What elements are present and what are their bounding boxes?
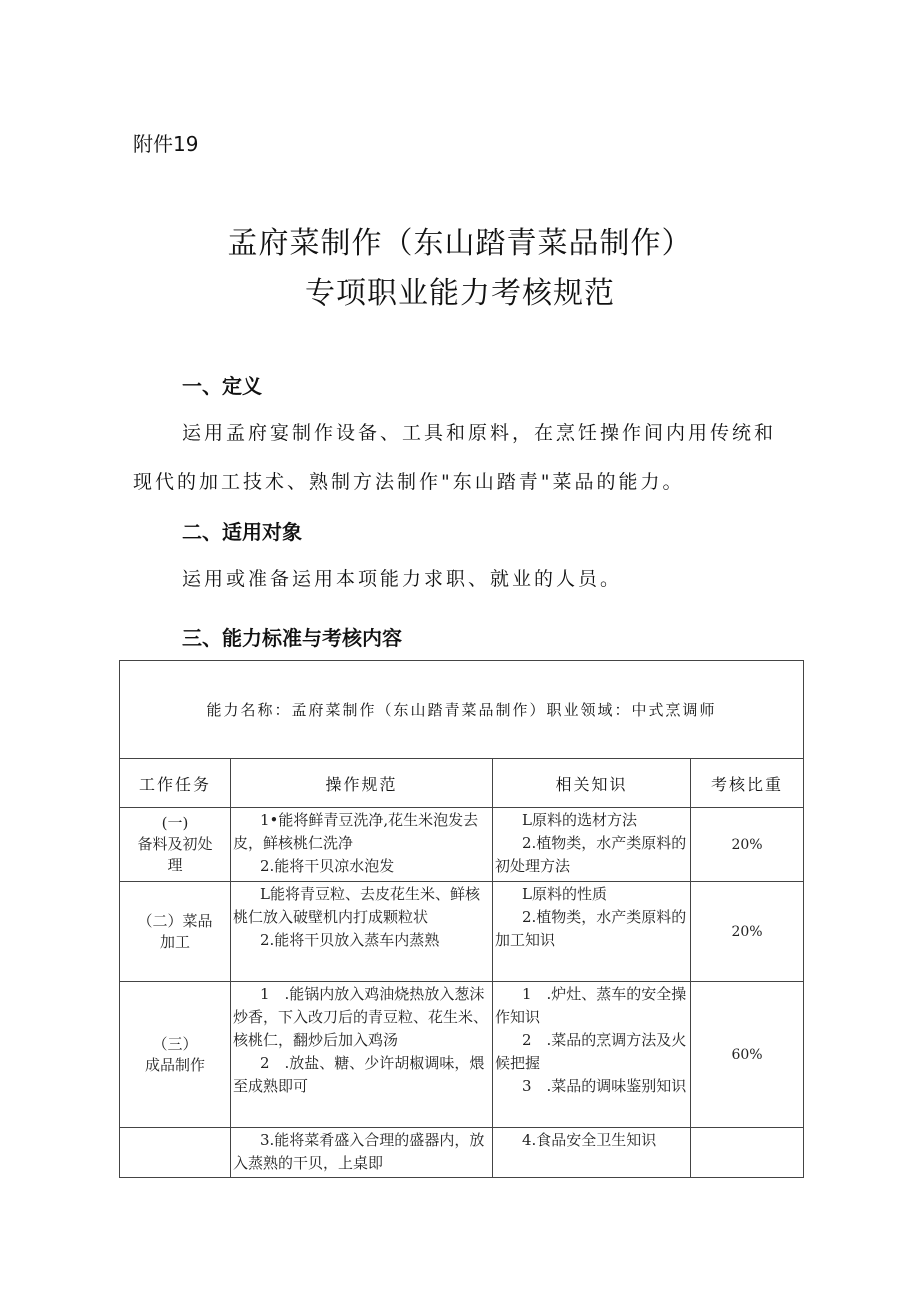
task-cell: （三） 成品制作 — [120, 982, 231, 1128]
knowledge-cell: 4.食品安全卫生知识 — [493, 1128, 691, 1178]
header-spec: 操作规范 — [231, 759, 493, 808]
header-weight: 考核比重 — [691, 759, 804, 808]
knowledge-cell: 1 .炉灶、蒸车的安全操作知识 2 .菜品的烹调方法及火候把握 3 .菜品的调味鉴别知识 — [493, 982, 691, 1128]
definition-text-line1: 运用孟府宴制作设备、工具和原料，在烹饪操作间内用传统和 — [182, 422, 777, 444]
spec-cell: L能将青豆粒、去皮花生米、鲜核桃仁放入破壁机内打成颗粒状 2.能将干贝放入蒸车内蒸熟 — [231, 882, 493, 982]
section-heading-standards: 三、能力标准与考核内容 — [182, 626, 402, 650]
weight-cell: 20% — [691, 882, 804, 982]
header-task: 工作任务 — [120, 759, 231, 808]
definition-text-line2: 现代的加工技术、熟制方法制作"东山踏青"菜品的能力。 — [133, 471, 685, 493]
knowledge-cell: L原料的选材方法 2.植物类，水产类原料的初处理方法 — [493, 808, 691, 882]
spec-cell: 3.能将菜肴盛入合理的盛器内，放入蒸熟的干贝，上桌即 — [231, 1128, 493, 1178]
spec-cell: 1•能将鲜青豆洗净,花生米泡发去皮，鲜核桃仁洗净 2.能将干贝凉水泡发 — [231, 808, 493, 882]
section-heading-definition: 一、定义 — [182, 374, 262, 398]
task-cell: (一) 备料及初处 理 — [120, 808, 231, 882]
section-heading-scope: 二、适用对象 — [182, 520, 302, 544]
table-row — [120, 1128, 804, 1178]
weight-cell: 60% — [691, 982, 804, 1128]
weight-cell — [691, 1128, 804, 1178]
task-cell — [120, 1128, 231, 1178]
table-row — [120, 982, 804, 1128]
scope-text: 运用或准备运用本项能力求职、就业的人员。 — [182, 568, 623, 590]
table-header-row — [120, 759, 804, 808]
attachment-label: 附件19 — [133, 132, 199, 156]
document-title-line1: 孟府菜制作（东山踏青菜品制作） — [227, 226, 693, 261]
table-caption: 能力名称：孟府菜制作（东山踏青菜品制作）职业领域：中式烹调师 — [120, 661, 804, 759]
header-knowledge: 相关知识 — [493, 759, 691, 808]
spec-cell: 1 .能锅内放入鸡油烧热放入葱沫炒香，下入改刀后的青豆粒、花生米、核桃仁，翻炒后加入鸡汤 2 .放盐、糖、少许胡椒调味，煨至成熟即可 — [231, 982, 493, 1128]
table-row — [120, 882, 804, 982]
table-row — [120, 808, 804, 882]
knowledge-cell: L原料的性质 2.植物类，水产类原料的加工知识 — [493, 882, 691, 982]
weight-cell: 20% — [691, 808, 804, 882]
assessment-table — [119, 660, 804, 1178]
task-cell: （二）菜品 加工 — [120, 882, 231, 982]
document-title-line2: 专项职业能力考核规范 — [305, 276, 615, 311]
